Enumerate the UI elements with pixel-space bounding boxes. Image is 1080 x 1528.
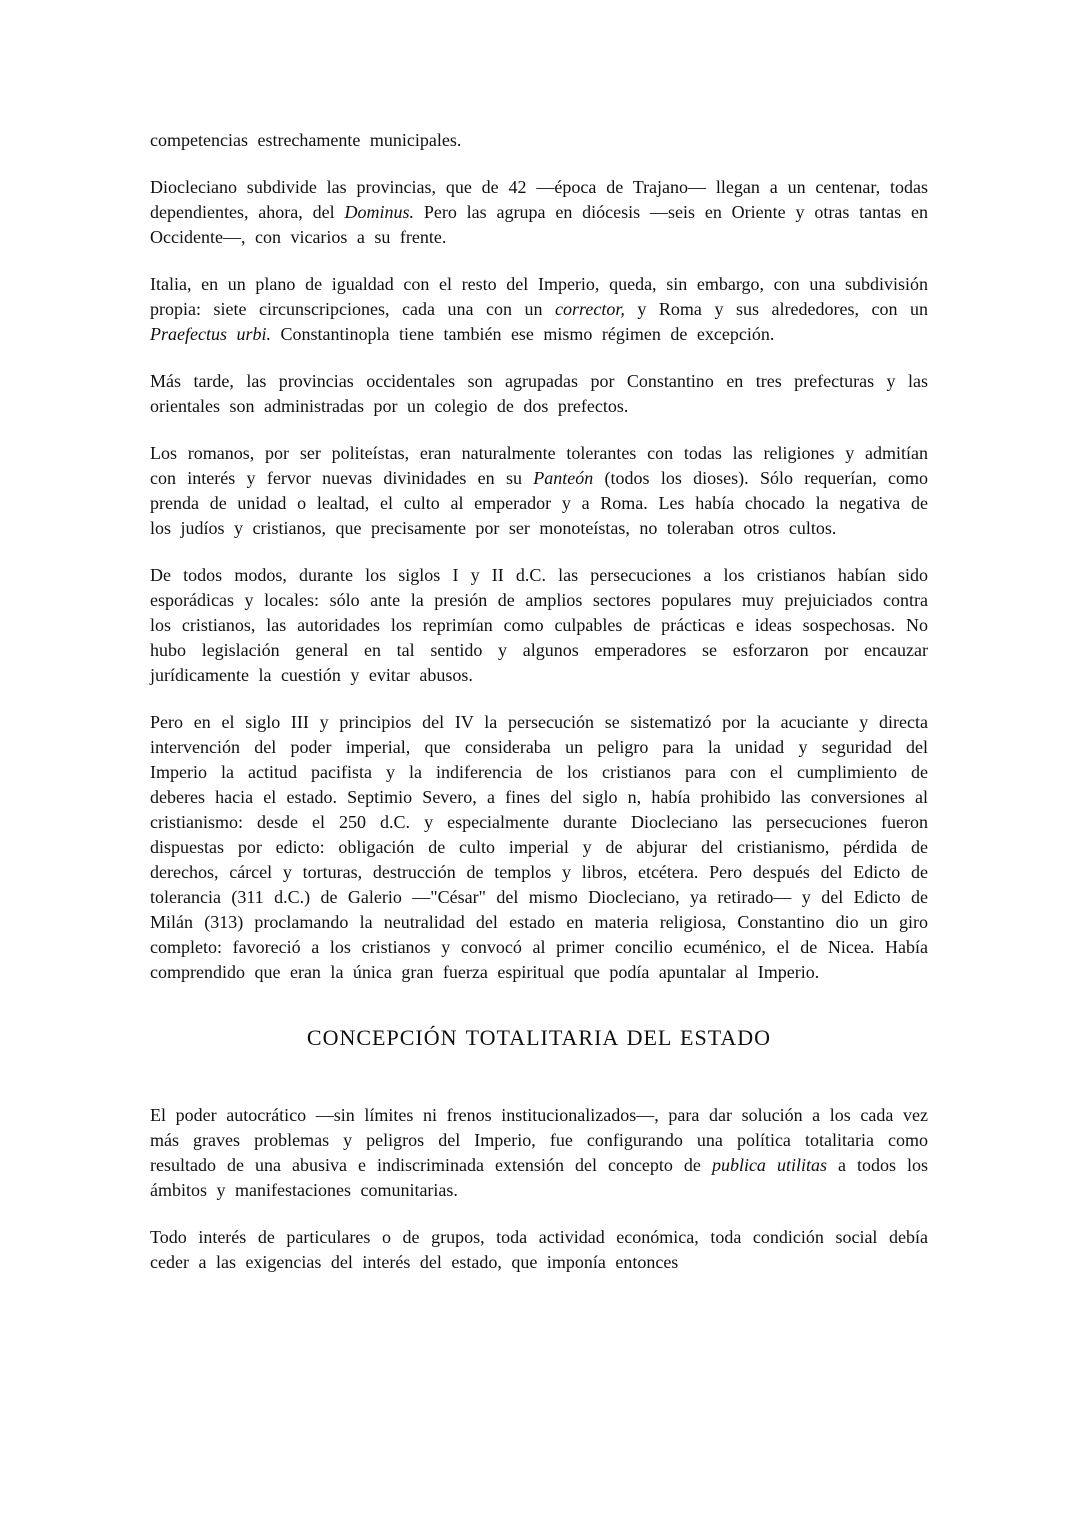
text-run: El poder autocrático —sin límites ni frenos institucionalizados—, para dar solución a los cada vez más graves problemas y peligros del Imperio, fue configurando una política totalitaria como resultado de una abusiva e indiscriminada extensión del concepto de bbox=[150, 1105, 928, 1175]
text-run: Pero las agrupa en diócesis —seis en Oriente y otras tantas en Occidente—, con vicarios a su frente. bbox=[150, 202, 928, 247]
paragraph bbox=[150, 175, 928, 250]
italic-text-run: publica utilitas bbox=[711, 1155, 827, 1175]
text-run: (todos los dioses). Sólo requerían, como prenda de unidad o lealtad, el culto al emperador y a Roma. Les había chocado la negativa de los judíos y cristianos, que precisamente por ser monoteístas, no toleraban otros cultos. bbox=[150, 468, 928, 538]
paragraph bbox=[150, 369, 928, 419]
text-run: y Roma y sus alrededores, con un bbox=[624, 299, 928, 319]
section-heading: CONCEPCIÓN TOTALITARIA DEL ESTADO bbox=[306, 1025, 772, 1050]
paragraph bbox=[150, 1103, 928, 1203]
text-run: Constantinopla tiene también ese mismo régimen de excepción. bbox=[270, 324, 775, 344]
text-run: Diocleciano subdivide las provincias, que de 42 —época de Trajano— llegan a un centenar, todas dependientes, ahora, del bbox=[150, 177, 928, 222]
paragraph bbox=[150, 710, 928, 985]
text-run: competencias estrechamente municipales. bbox=[150, 130, 462, 150]
italic-text-run: Praefectus urbi. bbox=[150, 324, 271, 344]
text-run: Más tarde, las provincias occidentales son agrupadas por Constantino en tres prefecturas y las orientales son administradas por un colegio de dos prefectos. bbox=[150, 371, 928, 416]
paragraph bbox=[150, 441, 928, 541]
text-run: Italia, en un plano de igualdad con el resto del Imperio, queda, sin embargo, con una subdivisión propia: siete circunscripciones, cada una con un bbox=[150, 274, 928, 319]
text-run: De todos modos, durante los siglos I y II d.C. las persecuciones a los cristianos habían sido esporádicas y locales: sólo ante la presión de amplios sectores populares muy prejuiciados contra los cristianos, las autoridades los reprimían como culpables de prácticas e ideas sospechosas. No hubo legislación general en tal sentido y algunos emperadores se esforzaron por encauzar jurídicamente la cuestión y evitar abusos. bbox=[150, 565, 928, 685]
paragraph bbox=[150, 1225, 928, 1275]
text-run: Pero en el siglo III y principios del IV la persecución se sistematizó por la acuciante y directa intervención del poder imperial, que consideraba un peligro para la unidad y seguridad del Imperio la actitud pacifista y la indiferencia de los cristianos para con el cumplimiento de deberes hacia el estado. Septimio Severo, a fines del siglo n, había prohibido las conversiones al cristianismo: desde el 250 d.C. y especialmente durante Diocleciano las persecuciones fueron dispuestas por edicto: obligación de culto imperial y de abjurar del cristianismo, pérdida de derechos, cárcel y torturas, destrucción de templos y libros, etcétera. Pero después del Edicto de tolerancia (311 d.C.) de Galerio —"César" del mismo Diocleciano, ya retirado— y del Edicto de Milán (313) proclamando la neutralidad del estado en materia religiosa, Constantino dio un giro completo: favoreció a los cristianos y convocó al primer concilio ecuménico, el de Nicea. Había comprendido que eran la única gran fuerza espiritual que podía apuntalar al Imperio. bbox=[150, 712, 928, 982]
text-run: a todos los ámbitos y manifestaciones comunitarias. bbox=[150, 1155, 928, 1200]
italic-text-run: Panteón bbox=[533, 468, 594, 488]
italic-text-run: corrector, bbox=[555, 299, 625, 319]
paragraph bbox=[150, 128, 928, 153]
text-column bbox=[150, 128, 928, 1297]
italic-text-run: Dominus. bbox=[344, 202, 414, 222]
text-run: Todo interés de particulares o de grupos, toda actividad económica, toda condición social debía ceder a las exigencias del interés del estado, que imponía entonces bbox=[150, 1227, 928, 1272]
paragraph bbox=[150, 272, 928, 347]
paragraph bbox=[150, 563, 928, 688]
text-run: Los romanos, por ser politeístas, eran naturalmente tolerantes con todas las religiones y admitían con interés y fervor nuevas divinidades en su bbox=[150, 443, 928, 488]
